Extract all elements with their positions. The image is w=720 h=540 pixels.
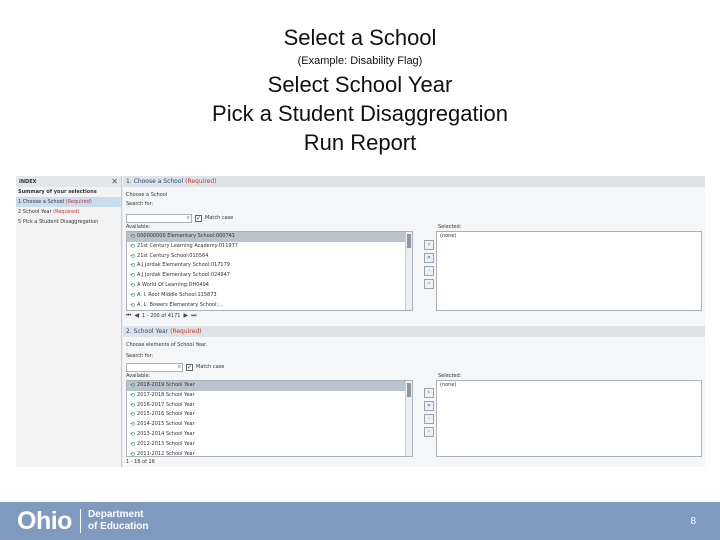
title-select-school: Select a School bbox=[283, 25, 437, 50]
available-list[interactable] bbox=[126, 380, 413, 457]
list-item[interactable] bbox=[127, 450, 412, 457]
index-title: INDEX bbox=[19, 179, 37, 185]
section-title: 1. Choose a School bbox=[126, 178, 184, 185]
list-item-label: A World Of Learning:DH0494 bbox=[137, 281, 209, 288]
pager bbox=[126, 458, 155, 466]
required-tag: (Required) bbox=[185, 178, 217, 185]
available-label: Available: bbox=[126, 224, 151, 230]
selected-label: Selected: bbox=[438, 224, 462, 230]
selected-value: (none) bbox=[440, 382, 457, 388]
required-tag: (Required) bbox=[65, 199, 92, 205]
prev-page-icon[interactable]: ◀ bbox=[134, 312, 140, 319]
mover-buttons bbox=[424, 388, 434, 437]
list-item[interactable] bbox=[127, 271, 412, 281]
next-page-icon[interactable]: ▶ bbox=[183, 312, 189, 319]
list-item-label: A.J Jordak Elementary School:017179 bbox=[137, 262, 230, 269]
refresh-icon: ⟲ bbox=[130, 301, 136, 309]
index-item-label: 2 School Year bbox=[18, 209, 52, 215]
match-case-label: Match case bbox=[196, 364, 225, 370]
logo-divider bbox=[80, 509, 81, 533]
index-item-label: 5 Pick a Student Disaggregation bbox=[18, 219, 99, 225]
list-item[interactable] bbox=[127, 252, 412, 262]
list-item-label: 2018-2019 School Year bbox=[137, 382, 195, 388]
index-panel bbox=[16, 176, 122, 467]
list-item[interactable] bbox=[127, 261, 412, 271]
index-item-label: 1 Choose a School bbox=[18, 199, 65, 205]
index-item-choose-school[interactable] bbox=[16, 197, 121, 207]
list-item[interactable] bbox=[127, 301, 412, 311]
section-header bbox=[123, 326, 705, 337]
list-item[interactable] bbox=[127, 281, 412, 291]
list-item[interactable] bbox=[127, 440, 412, 450]
required-tag: (Required) bbox=[53, 209, 80, 215]
add-all-button[interactable]: » bbox=[424, 253, 434, 263]
close-icon[interactable]: ✕ bbox=[111, 177, 118, 186]
list-item[interactable] bbox=[127, 291, 412, 301]
section-prompt: Choose a School bbox=[126, 192, 168, 198]
first-page-icon[interactable]: ⏮ bbox=[126, 312, 132, 319]
match-case-label: Match case bbox=[205, 215, 234, 221]
required-tag: (Required) bbox=[170, 328, 202, 335]
department-line1: Department bbox=[87, 509, 144, 520]
magnifier-icon[interactable]: ⌕ bbox=[177, 362, 181, 370]
list-item-label: 2014-2015 School Year bbox=[137, 421, 195, 428]
department-line2: of Education bbox=[87, 521, 149, 532]
refresh-icon: ⟲ bbox=[130, 272, 136, 280]
refresh-icon: ⟲ bbox=[130, 281, 136, 289]
slide-number: 8 bbox=[690, 516, 696, 527]
school-year-section bbox=[123, 326, 705, 467]
refresh-icon: ⟲ bbox=[130, 401, 136, 409]
selected-list[interactable] bbox=[436, 380, 702, 457]
list-item[interactable] bbox=[127, 401, 412, 411]
list-item[interactable] bbox=[127, 420, 412, 430]
scrollbar[interactable] bbox=[405, 232, 412, 310]
list-item-label: 2011-2012 School Year bbox=[137, 450, 195, 457]
list-item-label: 000000000 Elementary School:000741 bbox=[137, 233, 235, 239]
ohio-doe-logo bbox=[17, 508, 149, 534]
available-list[interactable] bbox=[126, 231, 413, 311]
search-input[interactable] bbox=[126, 363, 183, 372]
refresh-icon: ⟲ bbox=[130, 262, 136, 270]
title-pick-disaggregation: Pick a Student Disaggregation bbox=[212, 101, 508, 126]
magnifier-icon[interactable]: ⌕ bbox=[186, 213, 190, 221]
report-screenshot bbox=[16, 176, 705, 467]
index-item-disaggregation[interactable] bbox=[16, 217, 121, 227]
list-item-label: A.J Jordak Elementary School:024947 bbox=[137, 272, 230, 279]
pager-text: 1 - 16 of 16 bbox=[126, 459, 155, 465]
list-item-label: 2012-2013 School Year bbox=[137, 440, 195, 447]
scrollbar-thumb[interactable] bbox=[407, 234, 411, 248]
refresh-icon: ⟲ bbox=[130, 242, 136, 250]
refresh-icon: ⟲ bbox=[130, 430, 136, 438]
available-label: Available: bbox=[126, 373, 151, 379]
list-item-label: 2016-2017 School Year bbox=[137, 401, 195, 408]
refresh-icon: ⟲ bbox=[130, 421, 136, 429]
list-item-label: 21st Century School:010564 bbox=[137, 252, 209, 259]
list-item[interactable] bbox=[127, 242, 412, 252]
mover-buttons bbox=[424, 240, 434, 289]
match-case-checkbox[interactable]: ✓ bbox=[187, 363, 193, 371]
section-prompt: Choose elements of School Year. bbox=[126, 342, 208, 348]
list-item-label: A. I. Root Middle School:115873 bbox=[137, 291, 217, 298]
index-item-summary[interactable] bbox=[16, 187, 121, 197]
list-item[interactable] bbox=[127, 410, 412, 420]
list-item-label: 2013-2014 School Year bbox=[137, 430, 195, 437]
search-row bbox=[126, 362, 224, 372]
add-button[interactable]: › bbox=[424, 240, 434, 250]
section-header bbox=[123, 176, 705, 187]
footer-bar bbox=[0, 502, 720, 540]
list-item[interactable] bbox=[127, 381, 412, 391]
list-item-label: A. L. Bowers Elementary School:... bbox=[137, 301, 223, 308]
refresh-icon: ⟲ bbox=[130, 382, 136, 389]
add-all-button[interactable]: » bbox=[424, 401, 434, 411]
department-name bbox=[88, 509, 149, 533]
selected-list[interactable] bbox=[436, 231, 702, 311]
pager bbox=[126, 312, 197, 320]
search-row bbox=[126, 213, 233, 223]
prompts-area bbox=[123, 176, 705, 467]
remove-button[interactable]: ‹ bbox=[424, 414, 434, 424]
refresh-icon: ⟲ bbox=[130, 450, 136, 457]
refresh-icon: ⟲ bbox=[130, 291, 136, 299]
index-item-label: Summary of your selections bbox=[18, 189, 97, 195]
index-item-school-year[interactable] bbox=[16, 207, 121, 217]
index-header bbox=[16, 176, 121, 187]
search-input[interactable] bbox=[126, 214, 192, 223]
scrollbar-thumb[interactable] bbox=[407, 383, 411, 397]
school-section bbox=[123, 176, 705, 326]
refresh-icon: ⟲ bbox=[130, 252, 136, 260]
title-example: (Example: Disability Flag) bbox=[297, 55, 423, 67]
section-title: 2. School Year bbox=[126, 328, 169, 335]
list-item[interactable] bbox=[127, 232, 412, 242]
scrollbar[interactable] bbox=[405, 381, 412, 456]
refresh-icon: ⟲ bbox=[130, 391, 136, 399]
remove-all-button[interactable]: « bbox=[424, 279, 434, 289]
match-case-checkbox[interactable]: ✓ bbox=[196, 214, 202, 222]
list-item[interactable] bbox=[127, 391, 412, 401]
title-run-report: Run Report bbox=[303, 130, 417, 155]
list-item-label: 2015-2016 School Year bbox=[137, 411, 195, 418]
ohio-wordmark: Ohio bbox=[17, 507, 72, 535]
search-label: Search for: bbox=[126, 353, 154, 359]
slide-titles bbox=[0, 24, 720, 157]
list-item-label: 21st Century Learning Academy:011977 bbox=[137, 242, 238, 249]
refresh-icon: ⟲ bbox=[130, 440, 136, 448]
title-select-year: Select School Year bbox=[267, 72, 453, 97]
remove-all-button[interactable]: « bbox=[424, 427, 434, 437]
add-button[interactable]: › bbox=[424, 388, 434, 398]
pager-text: 1 - 200 of 4171 bbox=[142, 313, 181, 319]
search-label: Search for: bbox=[126, 201, 154, 207]
refresh-icon: ⟲ bbox=[130, 411, 136, 419]
last-page-icon[interactable]: ⏭ bbox=[191, 312, 197, 319]
selected-value: (none) bbox=[440, 233, 457, 239]
remove-button[interactable]: ‹ bbox=[424, 266, 434, 276]
refresh-icon: ⟲ bbox=[130, 233, 136, 240]
list-item-label: 2017-2018 School Year bbox=[137, 391, 195, 398]
list-item[interactable] bbox=[127, 430, 412, 440]
selected-label: Selected: bbox=[438, 373, 462, 379]
